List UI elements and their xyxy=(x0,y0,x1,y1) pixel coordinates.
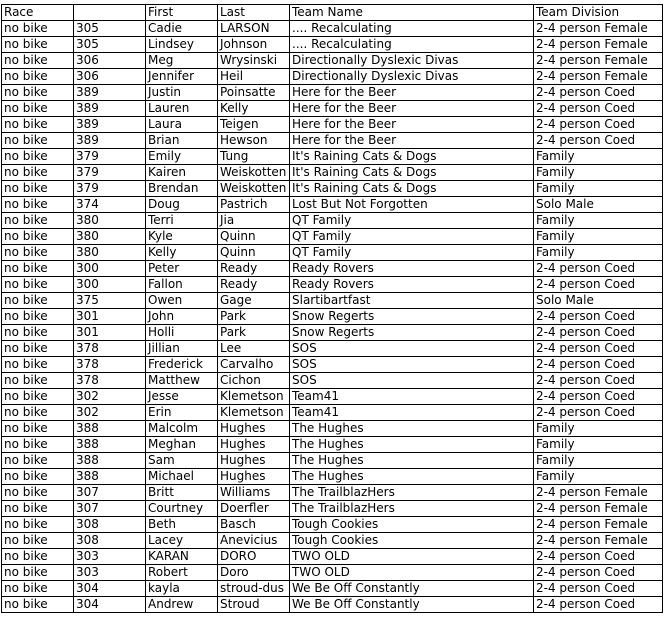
table-row xyxy=(2,437,663,453)
header-last[interactable]: Last xyxy=(218,5,290,21)
cell-first[interactable]: Sam xyxy=(146,453,218,469)
cell-last[interactable]: Hughes xyxy=(218,469,290,485)
cell-first[interactable]: kayla xyxy=(146,581,218,597)
cell-first[interactable]: Michael xyxy=(146,469,218,485)
header-row xyxy=(2,5,663,21)
cell-team-division[interactable]: Family xyxy=(534,229,663,245)
cell-last[interactable]: Wrysinski xyxy=(218,53,290,69)
table-row xyxy=(2,261,663,277)
table-row xyxy=(2,149,663,165)
cell-first[interactable]: Courtney xyxy=(146,501,218,517)
cell-race[interactable]: no bike xyxy=(2,181,74,197)
table-row xyxy=(2,357,663,373)
cell-team-name[interactable]: QT Family xyxy=(290,245,534,261)
cell-last[interactable]: Cichon xyxy=(218,373,290,389)
cell-team-division[interactable]: 2-4 person Female xyxy=(534,485,663,501)
cell-first[interactable]: Owen xyxy=(146,293,218,309)
cell-team-division[interactable]: Family xyxy=(534,245,663,261)
cell-first[interactable]: Frederick xyxy=(146,357,218,373)
cell-team-division[interactable]: 2-4 person Coed xyxy=(534,565,663,581)
cell-team-division[interactable]: Family xyxy=(534,437,663,453)
cell-team-name[interactable]: Team41 xyxy=(290,405,534,421)
cell-team-division[interactable]: 2-4 person Coed xyxy=(534,405,663,421)
cell-team-name[interactable]: The Hughes xyxy=(290,469,534,485)
table-row xyxy=(2,21,663,37)
table-row xyxy=(2,101,663,117)
table-row xyxy=(2,277,663,293)
cell-first[interactable]: Meghan xyxy=(146,437,218,453)
cell-last[interactable]: Pastrich xyxy=(218,197,290,213)
cell-number[interactable]: 301 xyxy=(74,325,146,341)
cell-race[interactable]: no bike xyxy=(2,597,74,613)
cell-last[interactable]: Carvalho xyxy=(218,357,290,373)
cell-team-division[interactable]: 2-4 person Female xyxy=(534,501,663,517)
cell-number[interactable]: 378 xyxy=(74,373,146,389)
cell-team-name[interactable]: QT Family xyxy=(290,213,534,229)
cell-last[interactable]: Ready xyxy=(218,261,290,277)
cell-first[interactable]: KARAN xyxy=(146,549,218,565)
cell-race[interactable]: no bike xyxy=(2,21,74,37)
cell-first[interactable]: Matthew xyxy=(146,373,218,389)
cell-number[interactable]: 389 xyxy=(74,133,146,149)
header-first[interactable]: First xyxy=(146,5,218,21)
cell-team-name[interactable]: Ready Rovers xyxy=(290,277,534,293)
cell-last[interactable]: Lee xyxy=(218,341,290,357)
cell-last[interactable]: Hughes xyxy=(218,437,290,453)
cell-team-name[interactable]: Ready Rovers xyxy=(290,261,534,277)
cell-team-division[interactable]: 2-4 person Coed xyxy=(534,389,663,405)
cell-number[interactable]: 379 xyxy=(74,149,146,165)
cell-number[interactable]: 378 xyxy=(74,357,146,373)
cell-last[interactable]: Park xyxy=(218,309,290,325)
cell-team-name[interactable]: .... Recalculating xyxy=(290,37,534,53)
cell-team-name[interactable]: QT Family xyxy=(290,229,534,245)
cell-team-division[interactable]: Family xyxy=(534,181,663,197)
cell-number[interactable]: 389 xyxy=(74,117,146,133)
table-row xyxy=(2,181,663,197)
table-body xyxy=(2,21,663,613)
cell-first[interactable]: Holli xyxy=(146,325,218,341)
table-row xyxy=(2,373,663,389)
cell-race[interactable]: no bike xyxy=(2,277,74,293)
cell-team-division[interactable]: 2-4 person Coed xyxy=(534,261,663,277)
cell-first[interactable]: Lauren xyxy=(146,101,218,117)
cell-team-division[interactable]: 2-4 person Female xyxy=(534,53,663,69)
cell-race[interactable]: no bike xyxy=(2,213,74,229)
cell-race[interactable]: no bike xyxy=(2,101,74,117)
cell-race[interactable]: no bike xyxy=(2,341,74,357)
cell-team-division[interactable]: 2-4 person Coed xyxy=(534,277,663,293)
cell-last[interactable]: Hughes xyxy=(218,421,290,437)
cell-race[interactable]: no bike xyxy=(2,229,74,245)
table-row xyxy=(2,293,663,309)
cell-number[interactable]: 378 xyxy=(74,341,146,357)
cell-team-name[interactable]: .... Recalculating xyxy=(290,21,534,37)
cell-race[interactable]: no bike xyxy=(2,549,74,565)
cell-race[interactable]: no bike xyxy=(2,149,74,165)
cell-number[interactable]: 388 xyxy=(74,453,146,469)
cell-first[interactable]: Doug xyxy=(146,197,218,213)
cell-first[interactable]: Justin xyxy=(146,85,218,101)
cell-race[interactable]: no bike xyxy=(2,69,74,85)
cell-team-name[interactable]: It's Raining Cats & Dogs xyxy=(290,149,534,165)
cell-number[interactable]: 302 xyxy=(74,405,146,421)
cell-first[interactable]: Erin xyxy=(146,405,218,421)
cell-team-division[interactable]: 2-4 person Coed xyxy=(534,309,663,325)
cell-number[interactable]: 307 xyxy=(74,501,146,517)
cell-team-division[interactable]: 2-4 person Coed xyxy=(534,581,663,597)
cell-first[interactable]: Emily xyxy=(146,149,218,165)
cell-last[interactable]: Doro xyxy=(218,565,290,581)
cell-race[interactable]: no bike xyxy=(2,197,74,213)
cell-last[interactable]: DORO xyxy=(218,549,290,565)
cell-race[interactable]: no bike xyxy=(2,261,74,277)
cell-team-division[interactable]: 2-4 person Coed xyxy=(534,325,663,341)
cell-team-name[interactable]: The Hughes xyxy=(290,453,534,469)
cell-number[interactable]: 308 xyxy=(74,533,146,549)
cell-race[interactable]: no bike xyxy=(2,565,74,581)
registration-table xyxy=(1,4,663,613)
cell-number[interactable]: 380 xyxy=(74,229,146,245)
table-row xyxy=(2,37,663,53)
table-row xyxy=(2,53,663,69)
cell-team-name[interactable]: Tough Cookies xyxy=(290,517,534,533)
header-team-division[interactable]: Team Division xyxy=(534,5,663,21)
cell-last[interactable]: Stroud xyxy=(218,597,290,613)
table-row xyxy=(2,213,663,229)
table-row xyxy=(2,405,663,421)
cell-team-name[interactable]: SOS xyxy=(290,373,534,389)
table-row xyxy=(2,325,663,341)
cell-first[interactable]: Malcolm xyxy=(146,421,218,437)
cell-first[interactable]: Jillian xyxy=(146,341,218,357)
cell-first[interactable]: Brian xyxy=(146,133,218,149)
cell-first[interactable]: Cadie xyxy=(146,21,218,37)
header-race[interactable]: Race xyxy=(2,5,74,21)
cell-last[interactable]: Gage xyxy=(218,293,290,309)
cell-last[interactable]: Quinn xyxy=(218,245,290,261)
cell-first[interactable]: Terri xyxy=(146,213,218,229)
cell-race[interactable]: no bike xyxy=(2,533,74,549)
table-row xyxy=(2,341,663,357)
cell-number[interactable]: 374 xyxy=(74,197,146,213)
cell-last[interactable]: Tung xyxy=(218,149,290,165)
cell-first[interactable]: Jesse xyxy=(146,389,218,405)
cell-team-division[interactable]: 2-4 person Coed xyxy=(534,117,663,133)
cell-race[interactable]: no bike xyxy=(2,405,74,421)
cell-first[interactable]: Kyle xyxy=(146,229,218,245)
cell-race[interactable]: no bike xyxy=(2,517,74,533)
cell-team-name[interactable]: Here for the Beer xyxy=(290,133,534,149)
cell-last[interactable]: Hughes xyxy=(218,453,290,469)
cell-number[interactable]: 301 xyxy=(74,309,146,325)
cell-race[interactable]: no bike xyxy=(2,357,74,373)
cell-team-division[interactable]: 2-4 person Female xyxy=(534,69,663,85)
table-header xyxy=(2,5,663,21)
cell-team-division[interactable]: 2-4 person Coed xyxy=(534,597,663,613)
table-row xyxy=(2,485,663,501)
cell-team-name[interactable]: We Be Off Constantly xyxy=(290,581,534,597)
cell-first[interactable]: Lacey xyxy=(146,533,218,549)
cell-last[interactable]: Basch xyxy=(218,517,290,533)
cell-first[interactable]: Lindsey xyxy=(146,37,218,53)
cell-number[interactable]: 304 xyxy=(74,581,146,597)
cell-race[interactable]: no bike xyxy=(2,421,74,437)
cell-team-division[interactable]: Family xyxy=(534,453,663,469)
table-row xyxy=(2,581,663,597)
cell-race[interactable]: no bike xyxy=(2,85,74,101)
cell-last[interactable]: LARSON xyxy=(218,21,290,37)
cell-last[interactable]: Klemetson xyxy=(218,405,290,421)
cell-number[interactable]: 303 xyxy=(74,565,146,581)
cell-number[interactable]: 380 xyxy=(74,213,146,229)
cell-race[interactable]: no bike xyxy=(2,165,74,181)
cell-last[interactable]: Kelly xyxy=(218,101,290,117)
cell-team-name[interactable]: Snow Regerts xyxy=(290,325,534,341)
cell-team-division[interactable]: 2-4 person Coed xyxy=(534,101,663,117)
table-row xyxy=(2,245,663,261)
cell-team-name[interactable]: SOS xyxy=(290,341,534,357)
table-row xyxy=(2,453,663,469)
table-row xyxy=(2,85,663,101)
table-row xyxy=(2,533,663,549)
cell-team-division[interactable]: 2-4 person Coed xyxy=(534,357,663,373)
cell-team-name[interactable]: Directionally Dyslexic Divas xyxy=(290,69,534,85)
table-row xyxy=(2,565,663,581)
cell-number[interactable]: 389 xyxy=(74,101,146,117)
cell-team-name[interactable]: Team41 xyxy=(290,389,534,405)
cell-first[interactable]: Andrew xyxy=(146,597,218,613)
cell-number[interactable]: 308 xyxy=(74,517,146,533)
cell-team-division[interactable]: 2-4 person Coed xyxy=(534,85,663,101)
cell-number[interactable]: 380 xyxy=(74,245,146,261)
cell-team-name[interactable]: Slartibartfast xyxy=(290,293,534,309)
cell-race[interactable]: no bike xyxy=(2,245,74,261)
cell-race[interactable]: no bike xyxy=(2,53,74,69)
cell-last[interactable]: Hewson xyxy=(218,133,290,149)
cell-first[interactable]: Brendan xyxy=(146,181,218,197)
table-row xyxy=(2,229,663,245)
cell-number[interactable]: 303 xyxy=(74,549,146,565)
cell-race[interactable]: no bike xyxy=(2,133,74,149)
cell-team-division[interactable]: 2-4 person Female xyxy=(534,533,663,549)
table-row xyxy=(2,389,663,405)
cell-number[interactable]: 388 xyxy=(74,469,146,485)
cell-number[interactable]: 307 xyxy=(74,485,146,501)
cell-race[interactable]: no bike xyxy=(2,117,74,133)
cell-last[interactable]: Teigen xyxy=(218,117,290,133)
table-row xyxy=(2,501,663,517)
header-number[interactable] xyxy=(74,5,146,21)
table-row xyxy=(2,165,663,181)
cell-first[interactable]: Kairen xyxy=(146,165,218,181)
cell-team-name[interactable]: TWO OLD xyxy=(290,565,534,581)
table-row xyxy=(2,549,663,565)
cell-team-division[interactable]: Family xyxy=(534,421,663,437)
cell-team-division[interactable]: 2-4 person Coed xyxy=(534,133,663,149)
cell-team-division[interactable]: Family xyxy=(534,469,663,485)
cell-team-name[interactable]: Here for the Beer xyxy=(290,85,534,101)
cell-number[interactable]: 305 xyxy=(74,21,146,37)
cell-last[interactable]: Anevicius xyxy=(218,533,290,549)
cell-race[interactable]: no bike xyxy=(2,437,74,453)
cell-first[interactable]: Kelly xyxy=(146,245,218,261)
cell-team-name[interactable]: Tough Cookies xyxy=(290,533,534,549)
cell-team-name[interactable]: SOS xyxy=(290,357,534,373)
cell-team-name[interactable]: The Hughes xyxy=(290,421,534,437)
cell-team-division[interactable]: 2-4 person Coed xyxy=(534,549,663,565)
cell-number[interactable]: 388 xyxy=(74,437,146,453)
table-row xyxy=(2,133,663,149)
cell-number[interactable]: 300 xyxy=(74,261,146,277)
cell-team-name[interactable]: TWO OLD xyxy=(290,549,534,565)
cell-race[interactable]: no bike xyxy=(2,293,74,309)
cell-team-name[interactable]: It's Raining Cats & Dogs xyxy=(290,181,534,197)
cell-first[interactable]: Robert xyxy=(146,565,218,581)
cell-team-name[interactable]: The TrailblazHers xyxy=(290,485,534,501)
cell-first[interactable]: Peter xyxy=(146,261,218,277)
cell-team-name[interactable]: The Hughes xyxy=(290,437,534,453)
cell-first[interactable]: Fallon xyxy=(146,277,218,293)
table-row xyxy=(2,517,663,533)
table-row xyxy=(2,469,663,485)
cell-number[interactable]: 300 xyxy=(74,277,146,293)
cell-first[interactable]: John xyxy=(146,309,218,325)
cell-race[interactable]: no bike xyxy=(2,485,74,501)
table-row xyxy=(2,117,663,133)
cell-number[interactable]: 388 xyxy=(74,421,146,437)
cell-last[interactable]: Jia xyxy=(218,213,290,229)
cell-team-division[interactable]: 2-4 person Female xyxy=(534,517,663,533)
table-row xyxy=(2,597,663,613)
cell-team-division[interactable]: Solo Male xyxy=(534,293,663,309)
cell-race[interactable]: no bike xyxy=(2,469,74,485)
cell-last[interactable]: Poinsatte xyxy=(218,85,290,101)
cell-last[interactable]: Williams xyxy=(218,485,290,501)
cell-number[interactable]: 306 xyxy=(74,69,146,85)
cell-last[interactable]: Johnson xyxy=(218,37,290,53)
cell-number[interactable]: 306 xyxy=(74,53,146,69)
cell-team-division[interactable]: Family xyxy=(534,165,663,181)
cell-last[interactable]: stroud-dus xyxy=(218,581,290,597)
cell-last[interactable]: Weiskotten xyxy=(218,165,290,181)
cell-team-division[interactable]: 2-4 person Coed xyxy=(534,341,663,357)
cell-team-division[interactable]: 2-4 person Female xyxy=(534,37,663,53)
cell-team-name[interactable]: Here for the Beer xyxy=(290,101,534,117)
cell-race[interactable]: no bike xyxy=(2,453,74,469)
cell-team-division[interactable]: Family xyxy=(534,149,663,165)
cell-race[interactable]: no bike xyxy=(2,309,74,325)
cell-team-name[interactable]: Lost But Not Forgotten xyxy=(290,197,534,213)
cell-race[interactable]: no bike xyxy=(2,501,74,517)
cell-race[interactable]: no bike xyxy=(2,37,74,53)
cell-number[interactable]: 389 xyxy=(74,85,146,101)
cell-first[interactable]: Britt xyxy=(146,485,218,501)
cell-number[interactable]: 379 xyxy=(74,165,146,181)
cell-team-name[interactable]: Here for the Beer xyxy=(290,117,534,133)
table-row xyxy=(2,421,663,437)
cell-last[interactable]: Doerfler xyxy=(218,501,290,517)
cell-last[interactable]: Quinn xyxy=(218,229,290,245)
cell-last[interactable]: Park xyxy=(218,325,290,341)
cell-first[interactable]: Laura xyxy=(146,117,218,133)
cell-race[interactable]: no bike xyxy=(2,581,74,597)
cell-team-division[interactable]: Family xyxy=(534,213,663,229)
cell-number[interactable]: 379 xyxy=(74,181,146,197)
cell-number[interactable]: 302 xyxy=(74,389,146,405)
cell-last[interactable]: Weiskotten xyxy=(218,181,290,197)
cell-race[interactable]: no bike xyxy=(2,389,74,405)
cell-first[interactable]: Jennifer xyxy=(146,69,218,85)
cell-team-name[interactable]: Snow Regerts xyxy=(290,309,534,325)
table-row xyxy=(2,69,663,85)
cell-number[interactable]: 305 xyxy=(74,37,146,53)
cell-team-division[interactable]: 2-4 person Coed xyxy=(534,373,663,389)
cell-last[interactable]: Heil xyxy=(218,69,290,85)
cell-race[interactable]: no bike xyxy=(2,325,74,341)
cell-number[interactable]: 304 xyxy=(74,597,146,613)
cell-team-division[interactable]: Solo Male xyxy=(534,197,663,213)
cell-race[interactable]: no bike xyxy=(2,373,74,389)
table-row xyxy=(2,197,663,213)
header-team-name[interactable]: Team Name xyxy=(290,5,534,21)
table-row xyxy=(2,309,663,325)
cell-number[interactable]: 375 xyxy=(74,293,146,309)
cell-team-name[interactable]: Directionally Dyslexic Divas xyxy=(290,53,534,69)
cell-team-name[interactable]: It's Raining Cats & Dogs xyxy=(290,165,534,181)
cell-team-division[interactable]: 2-4 person Female xyxy=(534,21,663,37)
cell-last[interactable]: Klemetson xyxy=(218,389,290,405)
cell-team-name[interactable]: The TrailblazHers xyxy=(290,501,534,517)
cell-last[interactable]: Ready xyxy=(218,277,290,293)
cell-team-name[interactable]: We Be Off Constantly xyxy=(290,597,534,613)
cell-first[interactable]: Meg xyxy=(146,53,218,69)
cell-first[interactable]: Beth xyxy=(146,517,218,533)
